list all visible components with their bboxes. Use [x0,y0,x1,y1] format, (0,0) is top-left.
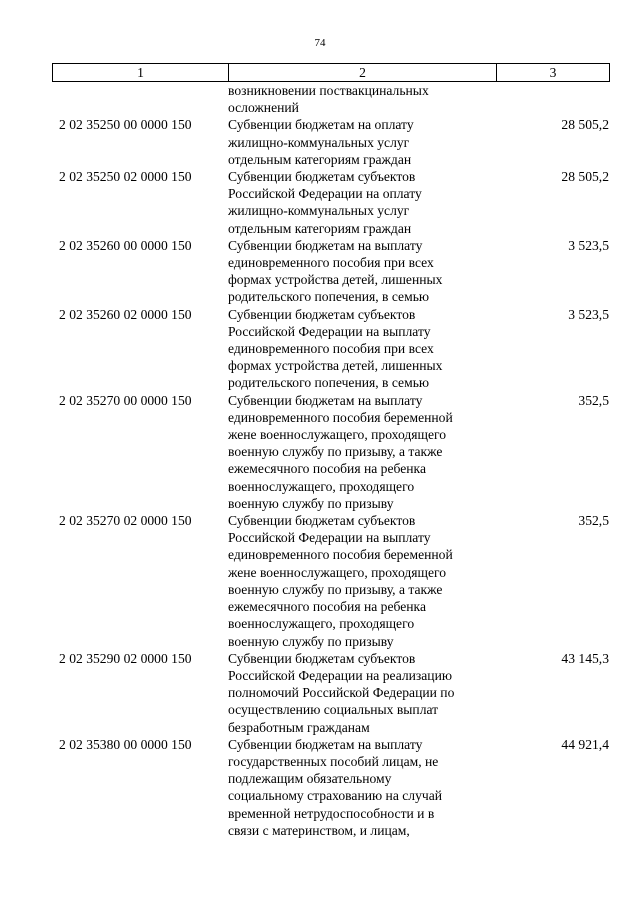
income-name-line: военную службу по призыву, а также [228,581,443,597]
income-name [228,82,496,116]
income-amount: 352,5 [578,392,609,408]
column-header-3: 3 [497,64,610,82]
income-amount: 28 505,2 [561,169,609,185]
income-name-line: социальному страхованию на случай [228,788,443,804]
page-number: 74 [314,37,326,49]
income-name-line: ежемесячного пособия на ребенка [228,599,426,615]
income-code: 2 02 35250 02 0000 150 [59,169,192,185]
income-name-line: единовременного пособия беременной [228,409,453,425]
column-header-2: 2 [229,64,497,82]
income-name-line: государственных пособий лицам, не [228,753,439,769]
income-amount: 44 921,4 [561,736,609,752]
income-name-line: военнослужащего, проходящего [228,478,415,494]
income-name-line: родительского попечения, в семью [228,375,430,391]
income-name-line: единовременного пособия беременной [228,547,453,563]
income-name [228,306,496,392]
income-name-line: военную службу по призыву [228,633,394,649]
income-amount: 28 505,2 [561,117,609,133]
income-name-line: отдельным категориям граждан [228,151,412,167]
income-name-line: Субвенции бюджетам на оплату [228,117,414,133]
table-row [52,512,609,650]
income-code: 2 02 35270 02 0000 150 [59,513,192,529]
income-code: 2 02 35250 00 0000 150 [59,117,192,133]
income-name [228,392,496,512]
income-name-line: Российской Федерации на оплату [228,186,422,202]
income-name-line: военную службу по призыву [228,495,394,511]
table-header [52,63,610,82]
income-name-line: возникновении поствакцинальных [228,83,429,98]
income-name-line: Российской Федерации на выплату [228,530,431,546]
income-name-line: формах устройства детей, лишенных [228,358,443,374]
income-name [228,168,496,237]
table-row [52,82,609,116]
income-code: 2 02 35290 02 0000 150 [59,650,192,666]
income-amount: 352,5 [578,513,609,529]
income-amount [496,82,609,116]
table-row [52,736,609,839]
income-name-line: военную службу по призыву, а также [228,444,443,460]
income-name-line: жилищно-коммунальных услуг [228,203,410,219]
income-name-line: единовременного пособия при всех [228,255,434,271]
income-name-line: жене военнослужащего, проходящего [228,427,447,443]
income-name [228,736,496,839]
income-name-line: ежемесячного пособия на ребенка [228,461,426,477]
income-name-line: осуществлению социальных выплат [228,702,439,718]
income-name-line: подлежащим обязательному [228,771,392,787]
income-code: 2 02 35260 02 0000 150 [59,306,192,322]
income-name-line: родительского попечения, в семью [228,289,430,305]
income-name-line: Субвенции бюджетам на выплату [228,392,423,408]
income-name-line: временной нетрудоспособности и в [228,805,435,821]
income-name [228,116,496,168]
income-code [52,82,228,116]
income-name-line: формах устройства детей, лишенных [228,272,443,288]
income-name-line: Субвенции бюджетам субъектов [228,650,416,666]
income-name-line: Субвенции бюджетам на выплату [228,736,423,752]
income-name-line: военнослужащего, проходящего [228,616,415,632]
table-row [52,168,609,237]
table-row [52,306,609,392]
income-code: 2 02 35380 00 0000 150 [59,736,192,752]
income-name [228,237,496,306]
income-name-line: осложнений [228,100,299,116]
income-name-line: отдельным категориям граждан [228,220,412,236]
income-name-line: единовременного пособия при всех [228,341,434,357]
table-row [52,392,609,512]
income-name-line: полномочий Российской Федерации по [228,685,455,701]
income-name-line: Субвенции бюджетам на выплату [228,237,423,253]
income-code: 2 02 35270 00 0000 150 [59,392,192,408]
income-name-line: Субвенции бюджетам субъектов [228,306,416,322]
income-amount: 3 523,5 [568,237,609,253]
income-name [228,512,496,650]
income-amount: 3 523,5 [568,306,609,322]
table-row [52,116,609,168]
income-amount: 43 145,3 [561,650,609,666]
table-row [52,237,609,306]
income-name-line: Субвенции бюджетам субъектов [228,169,416,185]
column-header-1: 1 [53,64,229,82]
income-name-line: жилищно-коммунальных услуг [228,134,410,150]
income-name-line: связи с материнством, и лицам, [228,822,410,838]
income-name-line: Субвенции бюджетам субъектов [228,513,416,529]
income-name-line: безработным гражданам [228,719,370,735]
income-code: 2 02 35260 00 0000 150 [59,237,192,253]
table-row [52,650,609,736]
table-body [52,82,609,839]
income-name-line: Российской Федерации на выплату [228,323,431,339]
income-name-line: Российской Федерации на реализацию [228,667,453,683]
income-name [228,650,496,736]
income-name-line: жене военнослужащего, проходящего [228,564,447,580]
